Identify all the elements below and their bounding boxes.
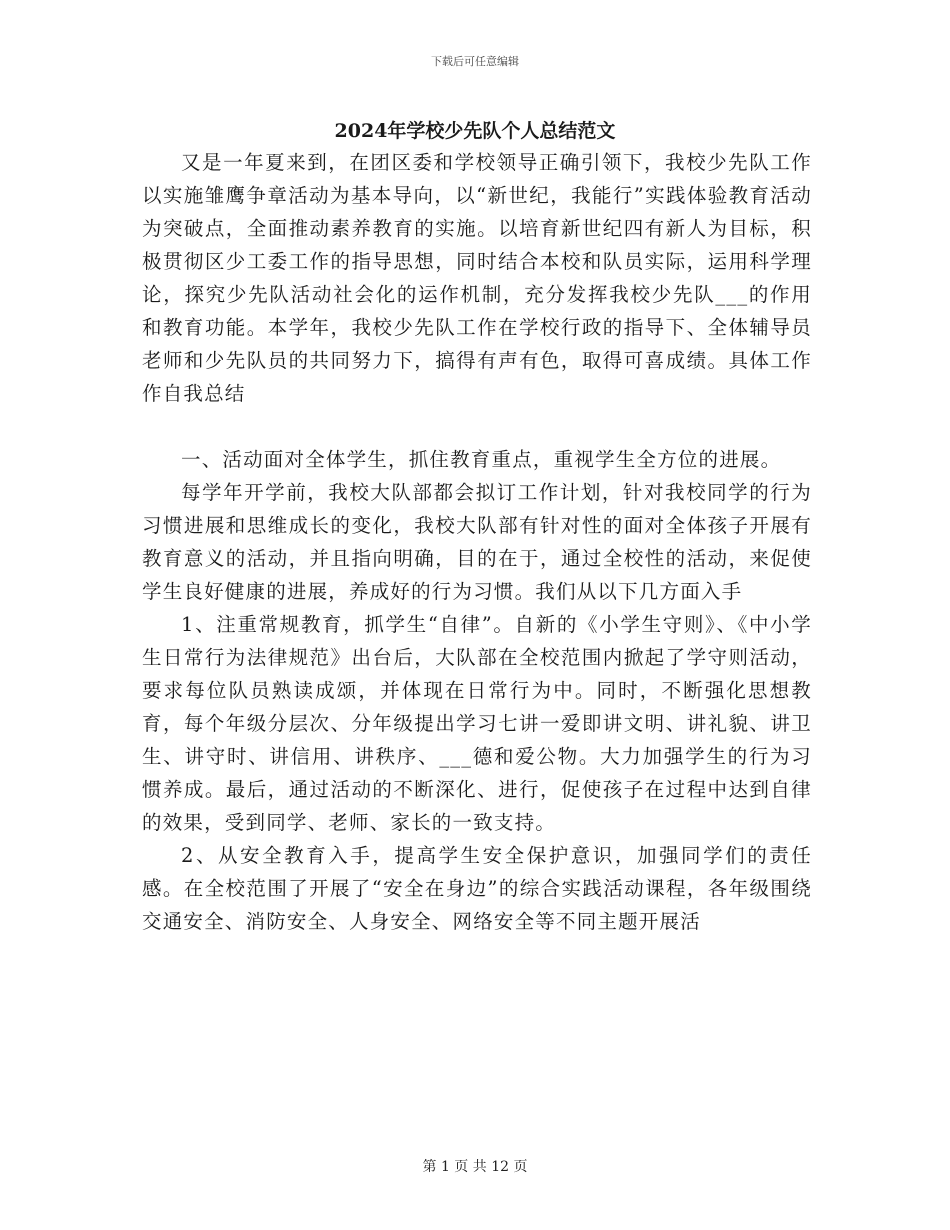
paragraph-item-2: 2、从安全教育入手，提高学生安全保护意识，加强同学们的责任感。在全校范围了开展了“安全在身边”的综合实践活动课程，各年级围绕交通安全、消防安全、人身安全、网络安全等不同主题开展活 [142, 844, 812, 933]
paragraph-intro: 又是一年夏来到，在团区委和学校领导正确引领下，我校少先队工作以实施雏鹰争章活动为基本导向，以“新世纪，我能行”实践体验教育活动为突破点，全面推动素养教育的实施。以培育新世纪四有新人为目标，积极贯彻区少工委工作的指导思想，同时结合本校和队员实际，运用科学理论，探究少先队活动社会化的运作机制，充分发挥我校少先队___的作用和教育功能。本学年，我校少先队工作在学校行政的指导下、全体辅导员老师和少先队员的共同努力下，搞得有声有色，取得可喜成绩。具体工作作自我总结 [142, 151, 812, 405]
paragraph-spacer [142, 410, 812, 443]
page-footer: 第 1 页 共 12 页 [422, 1159, 528, 1175]
section-heading-1: 一、活动面对全体学生，抓住教育重点，重视学生全方位的进展。 [181, 448, 782, 471]
document-title: 2024年学校少先队个人总结范文 [334, 120, 616, 142]
document-body [142, 146, 812, 938]
paragraph-section-1: 每学年开学前，我校大队部都会拟订工作计划，针对我校同学的行为习惯进展和思维成长的变化，我校大队部有针对性的面对全体孩子开展有教育意义的活动，并且指向明确，目的在于，通过全校性的活动，来促使学生良好健康的进展，养成好的行为习惯。我们从以下几方面入手 [142, 481, 812, 603]
paragraph-item-1: 1、注重常规教育，抓学生“自律”。自新的《小学生守则》、《中小学生日常行为法律规范》出台后，大队部在全校范围内掀起了学守则活动，要求每位队员熟读成颂，并体现在日常行为中。同时，不断强化思想教育，每个年级分层次、分年级提出学习七讲一爱即讲文明、讲礼貌、讲卫生、讲守时、讲信用、讲秩序、___德和爱公物。大力加强学生的行为习惯养成。最后，通过活动的不断深化、进行，促使孩子在过程中达到自律的效果，受到同学、老师、家长的一致支持。 [142, 613, 812, 834]
page-header-note: 下载后可任意编辑 [431, 55, 519, 68]
